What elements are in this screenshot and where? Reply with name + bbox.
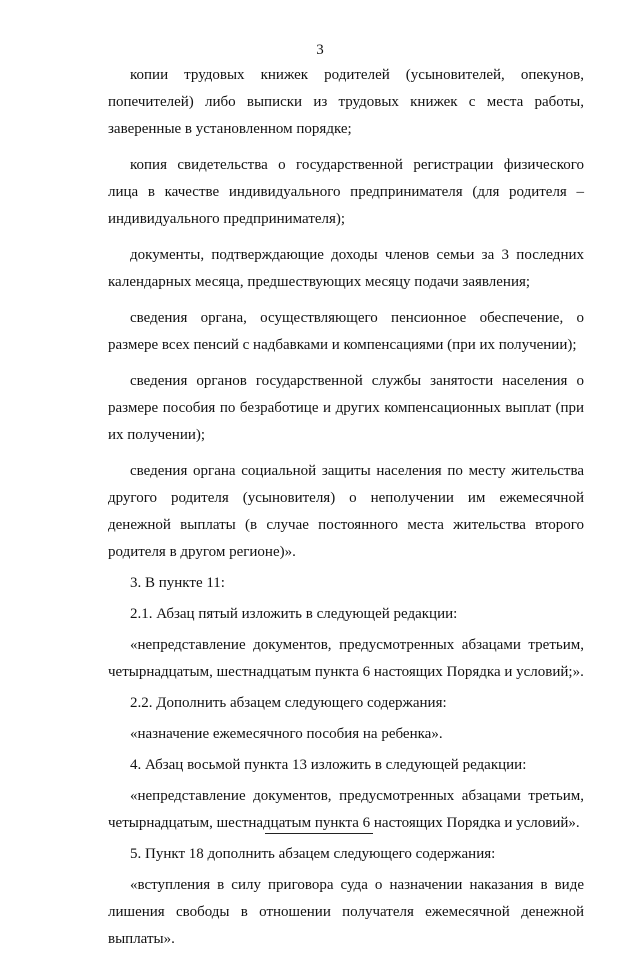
- paragraph: «непредставление документов, предусмотренных абзацами третьим, четырнадцатым, шестнадцатым пункта 6 настоящих Порядка и условий».: [108, 788, 584, 831]
- separator-line: [265, 833, 373, 834]
- paragraph: 5. Пункт 18 дополнить абзацем следующего содержания:: [130, 846, 496, 862]
- paragraph: копии трудовых книжек родителей (усыновителей, опекунов, попечителей) либо выписки из трудовых книжек с места работы, заверенные в установленном порядке;: [108, 67, 584, 137]
- paragraph: «непредставление документов, предусмотренных абзацами третьим, четырнадцатым, шестнадцатым пункта 6 настоящих Порядка и условий;».: [108, 637, 584, 680]
- paragraph: 2.1. Абзац пятый изложить в следующей редакции:: [130, 606, 458, 622]
- paragraph: «вступления в силу приговора суда о назначении наказания в виде лишения свободы в отношении получателя ежемесячной денежной выплаты».: [108, 877, 584, 947]
- paragraph: сведения органов государственной службы занятости населения о размере пособия по безработице и других компенсационных выплат (при их получении);: [108, 373, 584, 443]
- paragraph: «назначение ежемесячного пособия на ребенка».: [130, 726, 443, 742]
- page-number: 3: [316, 42, 324, 58]
- document-body: [108, 62, 584, 953]
- paragraph: 2.2. Дополнить абзацем следующего содержания:: [130, 695, 447, 711]
- paragraph: 4. Абзац восьмой пункта 13 изложить в следующей редакции:: [130, 757, 527, 773]
- paragraph: 3. В пункте 11:: [130, 575, 225, 591]
- paragraph: документы, подтверждающие доходы членов семьи за 3 последних календарных месяца, предшествующих месяцу подачи заявления;: [108, 247, 584, 290]
- paragraph: сведения органа, осуществляющего пенсионное обеспечение, о размере всех пенсий с надбавками и компенсациями (при их получении);: [108, 310, 584, 353]
- paragraph: сведения органа социальной защиты населения по месту жительства другого родителя (усыновителя) о неполучении им ежемесячной денежной выплаты (в случае постоянного места жительства второго родителя в другом регионе)».: [108, 463, 584, 560]
- paragraph: копия свидетельства о государственной регистрации физического лица в качестве индивидуального предпринимателя (для родителя – индивидуального предпринимателя);: [108, 157, 584, 227]
